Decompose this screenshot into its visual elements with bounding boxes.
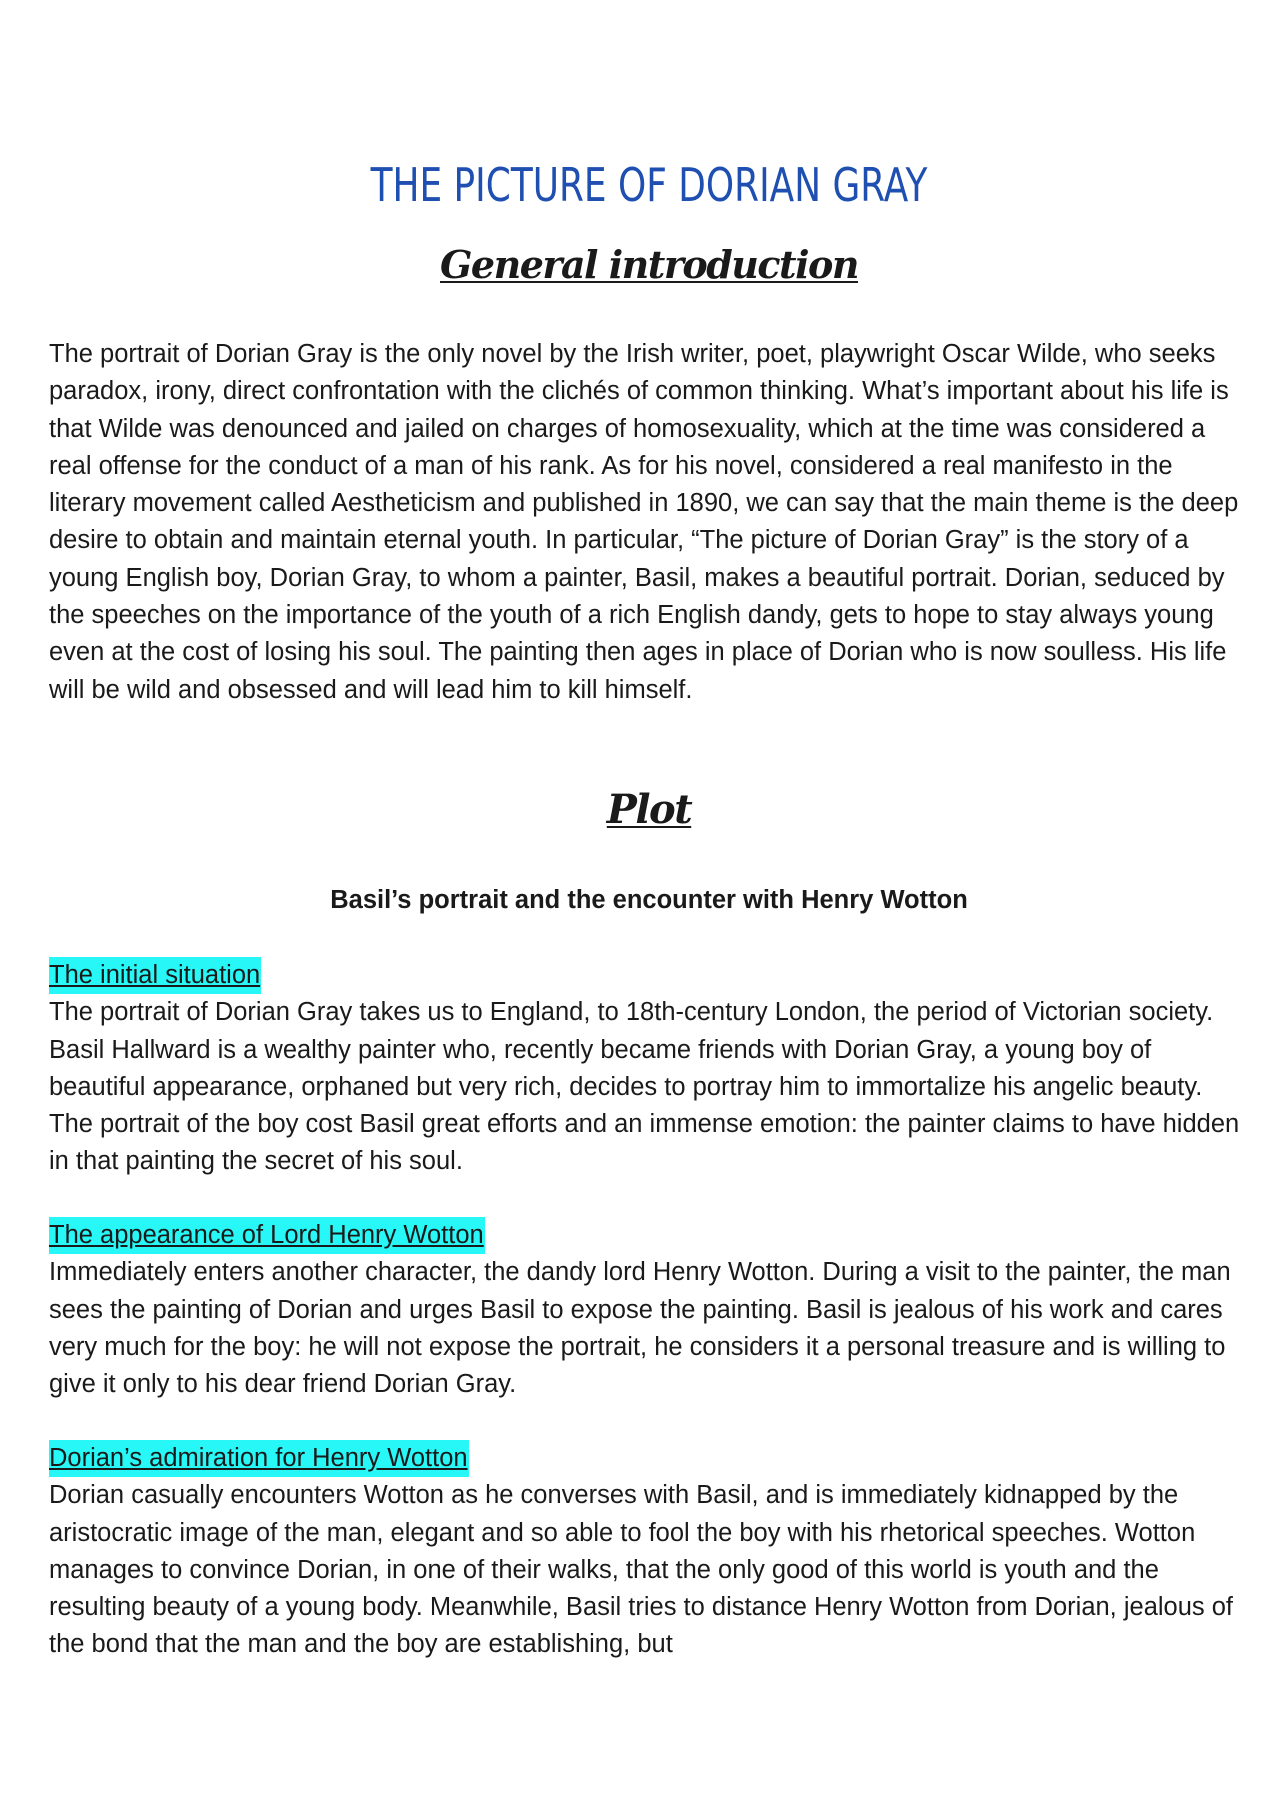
- section-label: The appearance of Lord Henry Wotton: [49, 1217, 485, 1254]
- plot-subheading: Basil’s portrait and the encounter with Henry Wotton: [330, 886, 968, 914]
- section-label: Dorian’s admiration for Henry Wotton: [49, 1440, 469, 1477]
- section-label: The initial situation: [49, 957, 261, 994]
- section-paragraph: Immediately enters another character, the dandy lord Henry Wotton. During a visit to the painter, the man sees the painting of Dorian and urges Basil to expose the painting. Basil is jealous of his work and cares very much for the boy: he will not expose the portrait, he considers it a personal treasure and is willing to give it only to his dear friend Dorian Gray.: [49, 1258, 1231, 1399]
- section-dorian-admiration: [49, 1440, 1249, 1664]
- document-title: THE PICTURE OF DORIAN GRAY: [370, 158, 928, 212]
- plot-heading: Plot: [606, 786, 692, 833]
- section-henry-wotton-appearance: [49, 1217, 1249, 1403]
- section-paragraph: Dorian casually encounters Wotton as he converses with Basil, and is immediately kidnapped by the aristocratic image of the man, elegant and so able to fool the boy with his rhetorical speeches. Wotton manages to convince Dorian, in one of their walks, that the only good of this world is youth and the resulting beauty of a young body. Meanwhile, Basil tries to distance Henry Wotton from Dorian, jealous of the bond that the man and the boy are establishing, but: [49, 1481, 1234, 1659]
- intro-heading: General introduction: [439, 242, 859, 287]
- section-paragraph: The portrait of Dorian Gray takes us to England, to 18th-century London, the period of Victorian society. Basil Hallward is a wealthy painter who, recently became friends with Dorian Gray, a young boy of beautiful appearance, orphaned but very rich, decides to portray him to immortalize his angelic beauty. The portrait of the boy cost Basil great efforts and an immense emotion: the painter claims to have hidden in that painting the secret of his soul.: [49, 998, 1240, 1176]
- section-initial-situation: [49, 957, 1249, 1181]
- intro-paragraph: The portrait of Dorian Gray is the only novel by the Irish writer, poet, playwright Oscar Wilde, who seeks paradox, irony, direct confrontation with the clichés of common thinking. What’s important about his life is that Wilde was denounced and jailed on charges of homosexuality, which at the time was considered a real offense for the conduct of a man of his rank. As for his novel, considered a real manifesto in the literary movement called Aestheticism and published in 1890, we can say that the main theme is the deep desire to obtain and maintain eternal youth. In particular, “The picture of Dorian Gray” is the story of a young English boy, Dorian Gray, to whom a painter, Basil, makes a beautiful portrait. Dorian, seduced by the speeches on the importance of the youth of a rich English dandy, gets to hope to stay always young even at the cost of losing his soul. The painting then ages in place of Dorian who is now soulless. His life will be wild and obsessed and will lead him to kill himself.: [49, 340, 1239, 704]
